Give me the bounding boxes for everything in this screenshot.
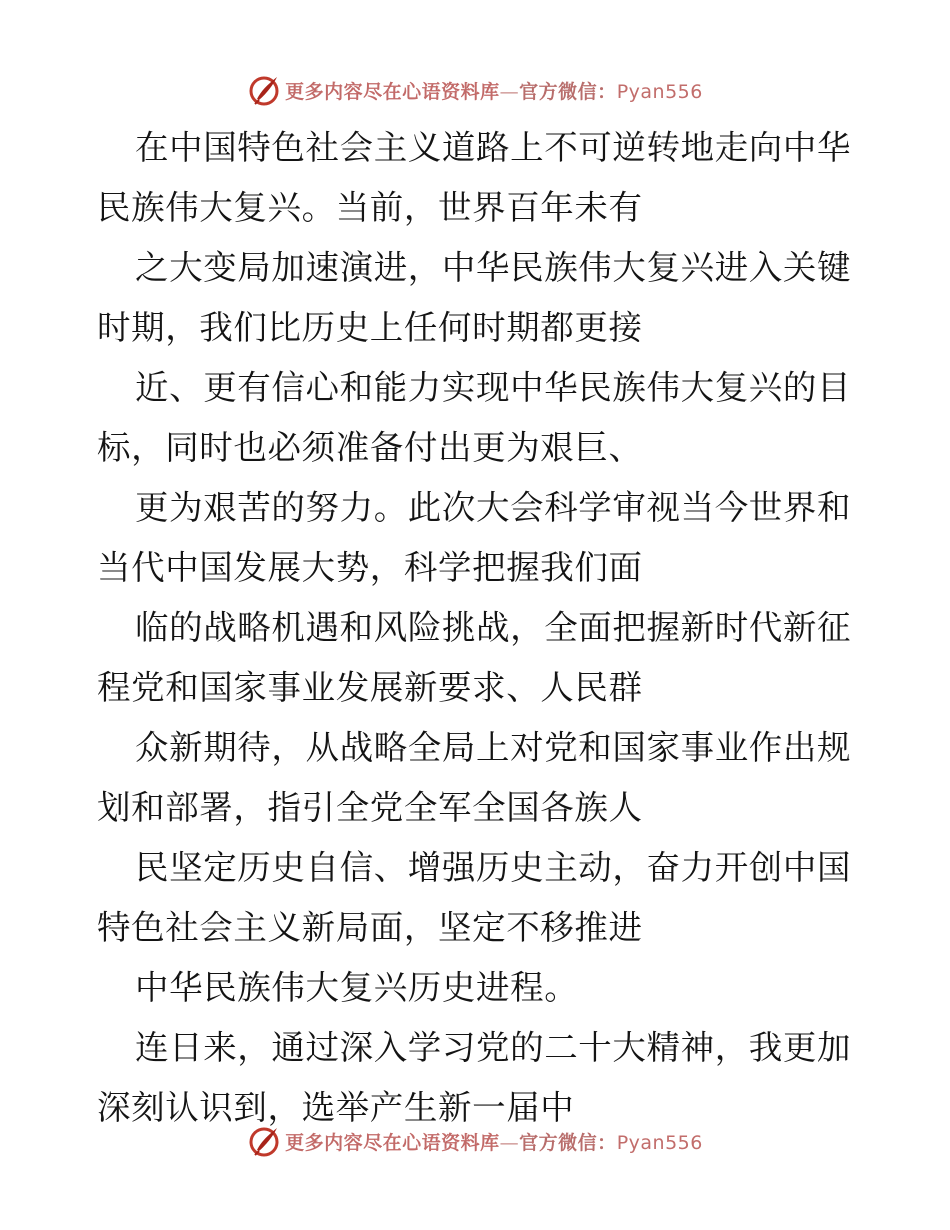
body-line: 划和部署，指引全党全军全国各族人 <box>97 788 643 827</box>
body-line: 特色社会主义新局面，坚定不移推进 <box>97 908 643 947</box>
body-line: 中华民族伟大复兴历史进程。 <box>135 968 579 1007</box>
body-line: 标，同时也必须准备付出更为艰巨、 <box>97 428 643 467</box>
body-line: 连日来，通过深入学习党的二十大精神，我更加 <box>135 1028 852 1067</box>
header-banner-text: 更多内容尽在心语资料库—官方微信：Pyan556 <box>285 80 703 103</box>
body-line: 当代中国发展大势，科学把握我们面 <box>97 548 643 587</box>
body-line: 众新期待，从战略全局上对党和国家事业作出规 <box>135 728 852 767</box>
body-line: 在中国特色社会主义道路上不可逆转地走向中华 <box>135 128 852 167</box>
wechat-account: Pyan556 <box>616 80 703 103</box>
header-banner <box>0 70 950 110</box>
quill-logo-icon <box>247 73 281 107</box>
quill-logo-icon <box>247 1124 281 1158</box>
body-line: 民族伟大复兴。当前，世界百年未有 <box>97 188 643 227</box>
body-line: 近、更有信心和能力实现中华民族伟大复兴的目 <box>135 368 852 407</box>
body-line: 深刻认识到，选举产生新一届中 <box>97 1088 575 1127</box>
body-line: 时期，我们比历史上任何时期都更接 <box>97 308 643 347</box>
body-line: 临的战略机遇和风险挑战，全面把握新时代新征 <box>135 608 852 647</box>
wechat-account: Pyan556 <box>616 1131 703 1154</box>
footer-banner-text: 更多内容尽在心语资料库—官方微信：Pyan556 <box>285 1131 703 1154</box>
document-body <box>97 118 857 1138</box>
body-line: 民坚定历史自信、增强历史主动，奋力开创中国 <box>135 848 852 887</box>
body-line: 程党和国家事业发展新要求、人民群 <box>97 668 643 707</box>
body-line: 更为艰苦的努力。此次大会科学审视当今世界和 <box>135 488 852 527</box>
body-line: 之大变局加速演进，中华民族伟大复兴进入关键 <box>135 248 852 287</box>
footer-banner <box>0 1121 950 1161</box>
